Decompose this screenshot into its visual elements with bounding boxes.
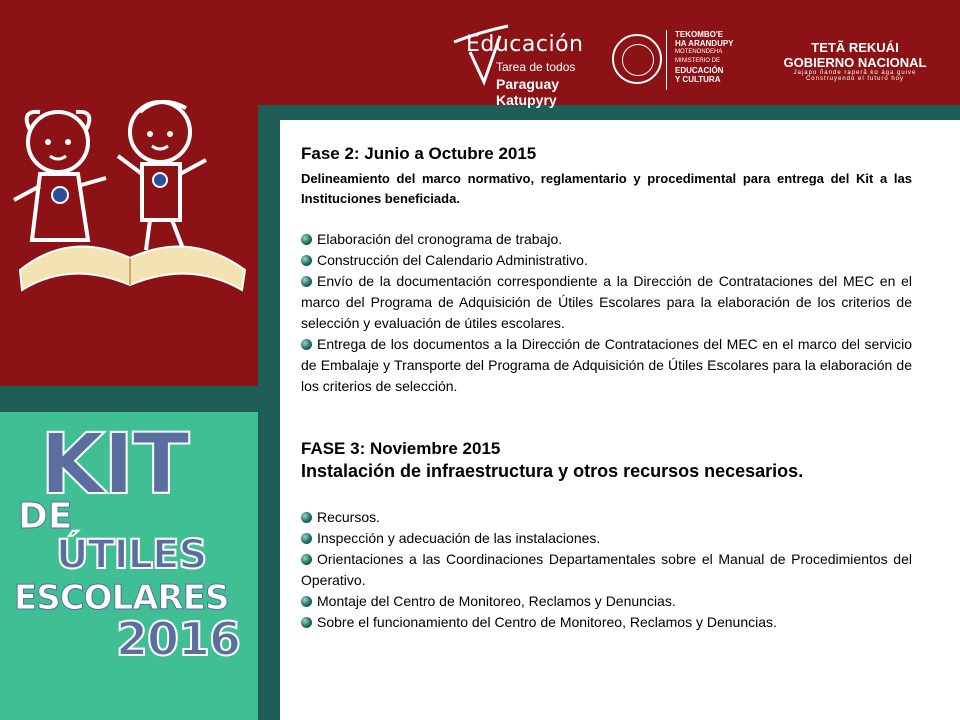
children-reading-illustration [10, 90, 250, 300]
phase2-item: Envío de la documentación correspondiente a la Dirección de Contrataciones del MEC en el marco del Programa de Adquisición de Útiles Escolares para la elaboración de los criterios de selección y evaluación de útiles escolares. [301, 273, 912, 331]
bullet-icon [301, 255, 312, 266]
bullet-icon [301, 512, 312, 523]
phase3-list [301, 507, 912, 633]
bullet-icon [301, 554, 312, 565]
national-seal-icon [612, 34, 662, 84]
list-item [301, 271, 912, 334]
education-title: Educación [466, 32, 584, 57]
list-item [301, 612, 912, 633]
gov-line-2: GOBIERNO NACIONAL [783, 55, 927, 70]
bullet-icon [301, 339, 312, 350]
phase2-item: Elaboración del cronograma de trabajo. [317, 231, 563, 247]
government-logo [770, 40, 940, 80]
ministry-line: MINISTERIO DE [675, 58, 721, 64]
phase3-item: Inspección y adecuación de las instalaciones. [317, 530, 601, 546]
kit-escolares: ESCOLARES [14, 578, 229, 618]
phase3-item: Montaje del Centro de Monitoreo, Reclamos y Denuncias. [317, 593, 676, 609]
ministry-line: HA ARANDUPY [675, 39, 734, 48]
phase2-subtitle: Delineamiento del marco normativo, reglamentario y procedimental para entrega del Kit a las Instituciones beneficiada. [301, 171, 912, 206]
phase2-item: Construcción del Calendario Administrativo. [317, 252, 588, 268]
phase2-title: Fase 2: Junio a Octubre 2015 [301, 144, 537, 163]
kit-title: KIT [40, 415, 188, 513]
bullet-icon [301, 533, 312, 544]
phase2-list [301, 229, 912, 397]
phase3-item: Sobre el funcionamiento del Centro de Monitoreo, Reclamos y Denuncias. [317, 614, 777, 630]
gov-line-3: Jajapo ñande raperã ko ága guive [793, 70, 917, 76]
list-item [301, 549, 912, 591]
list-item [301, 229, 912, 250]
ministry-line: Y CULTURA [675, 75, 721, 84]
phase-content [301, 144, 912, 633]
ministry-logo [666, 30, 755, 90]
list-item [301, 528, 912, 549]
education-country: Paraguay Katupyry [496, 76, 560, 108]
seal-inner-ring [622, 44, 654, 76]
bullet-icon [301, 234, 312, 245]
list-item [301, 334, 912, 397]
list-item [301, 250, 912, 271]
education-tagline: Tarea de todos [496, 60, 576, 74]
bullet-icon [301, 596, 312, 607]
kit-utiles: ÚTILES [56, 532, 207, 578]
list-item [301, 591, 912, 612]
phase3-item: Recursos. [317, 509, 381, 525]
ministry-line: EDUCACIÓN [675, 66, 724, 75]
education-logo [450, 22, 620, 108]
kit-de: DE [18, 496, 73, 537]
phase2-item: Entrega de los documentos a la Dirección de Contrataciones del MEC en el marco del servicio de Embalaje y Transporte del Programa de Adquisición de Útiles Escolares para la elaboración de los criterios de selección. [301, 336, 912, 394]
phase3-subtitle: Instalación de infraestructura y otros recursos necesarios. [301, 461, 804, 481]
list-item [301, 507, 912, 528]
kit-year: 2016 [116, 612, 241, 666]
gov-line-4: Construyendo el futuro hoy [805, 76, 905, 82]
ministry-line: MOTENONDEHA [675, 49, 723, 55]
phase3-item: Orientaciones a las Coordinaciones Departamentales sobre el Manual de Procedimientos del Operativo. [301, 551, 912, 588]
phase3-title: FASE 3: Noviembre 2015 [301, 439, 501, 458]
bullet-icon [301, 276, 312, 287]
gov-line-1: TETÃ REKUÁI [811, 40, 899, 55]
ministry-line: TEKOMBO'E [675, 30, 724, 39]
bullet-icon [301, 617, 312, 628]
